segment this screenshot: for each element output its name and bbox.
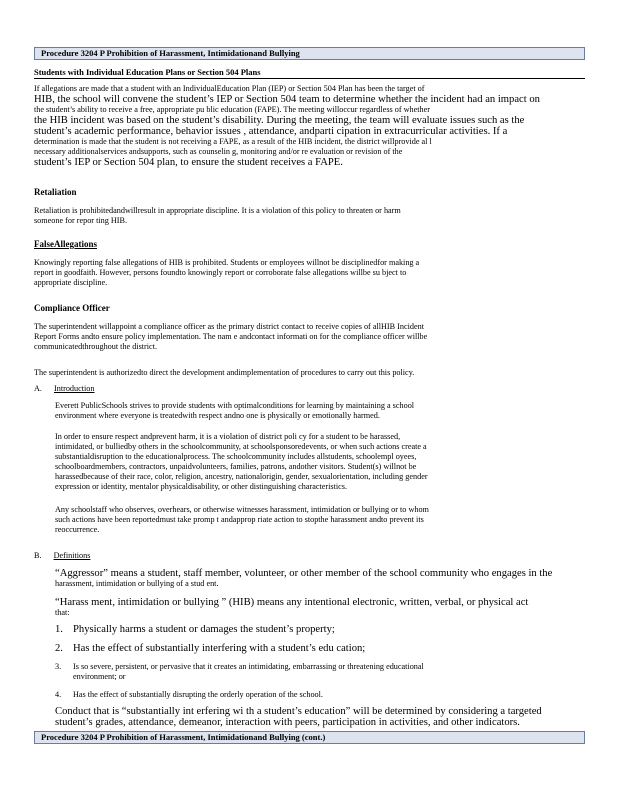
list-item-text: Has the effect of substantially disrupting the orderly operation of the school.	[73, 690, 323, 699]
text-line: Any schoolstaff who observes, overhears, or otherwise witnesses harassment, intimidation or bullying or to whom	[55, 505, 429, 514]
section-letter: B.	[34, 551, 42, 560]
students-iep-paragraph	[34, 84, 587, 168]
text-line: necessary additionalservices andsupports, such as counselin g, monitoring and/or re evaluation or revision of the	[34, 147, 403, 156]
definition-list-item	[55, 690, 585, 700]
hib-definition	[55, 597, 585, 618]
text-line: Retaliation is prohibitedandwillresult in appropriate discipline. It is a violation of this policy to threaten or harm	[34, 206, 401, 215]
introduction-paragraph-2	[55, 432, 585, 492]
section-b-heading	[34, 551, 90, 560]
text-line: reoccurrence.	[55, 525, 100, 534]
definition-list-item	[55, 672, 585, 682]
list-number: 4.	[55, 690, 62, 699]
procedure-footer-bar: Procedure 3204 P Prohibition of Harassment, Intimidationand Bullying (cont.)	[34, 731, 585, 744]
text-line: The superintendent willappoint a compliance officer as the primary district contact to receive copies of allHIB Incident	[34, 322, 424, 331]
text-line: communicatedthroughout the district.	[34, 342, 158, 351]
text-line: HIB, the school will convene the student’s IEP or Section 504 team to determine whether the incident had an impact on	[34, 94, 540, 105]
false-allegations-paragraph	[34, 258, 587, 288]
definition-list-item	[55, 643, 585, 655]
text-line: student’s IEP or Section 504 plan, to ensure the student receives a FAPE.	[34, 157, 343, 168]
definition-list-item	[55, 662, 585, 672]
text-line: student’s academic performance, behavior issues , attendance, andparti cipation in extracurricular activities. If a	[34, 126, 508, 137]
introduction-paragraph-3	[55, 505, 585, 535]
text-line: If allegations are made that a student with an IndividualEducation Plan (IEP) or Section 504 Plan has been the target of	[34, 84, 425, 93]
list-item-text: Has the effect of substantially interfering with a student’s edu cation;	[73, 643, 366, 654]
text-line: appropriate discipline.	[34, 278, 108, 287]
text-line: expression or identity, mentalor physicaldisability, or other distinguishing characteristics.	[55, 482, 348, 491]
text-line: Conduct that is “substantially int erfering wi th a student’s education” will be determined by considering a targeted	[55, 706, 542, 717]
section-title: Introduction	[54, 384, 95, 393]
procedure-header-bar: Procedure 3204 P Prohibition of Harassment, Intimidationand Bullying	[34, 47, 585, 60]
list-number: 1.	[55, 624, 63, 635]
text-line: someone for repor ting HIB.	[34, 216, 127, 225]
section-title: Definitions	[53, 551, 91, 560]
list-number: 2.	[55, 643, 63, 654]
false-allegations-heading: FalseAllegations	[34, 239, 97, 249]
text-line: Report Forms andto ensure policy implementation. The nam e andcontact informati on for the compliance officer willbe	[34, 332, 428, 341]
text-line: student’s grades, attendance, demeanor, interaction with peers, participation in activities, and other indicators.	[55, 717, 520, 728]
section-a-heading	[34, 384, 95, 393]
definition-list-item	[55, 624, 585, 636]
text-line: In order to ensure respect andprevent harm, it is a violation of district poli cy for a student to be harassed,	[55, 432, 401, 441]
compliance-authorization-paragraph: The superintendent is authorizedto direct the development andimplementation of procedures to carry out this policy.	[34, 368, 415, 377]
retaliation-paragraph	[34, 206, 587, 226]
aggressor-definition	[55, 568, 585, 589]
text-line: “Harass ment, intimidation or bullying ” (HIB) means any intentional electronic, written, verbal, or physical act	[55, 597, 529, 608]
text-line: schoolboardmembers, contractors, unpaidvolunteers, families, patrons, andother visitors. Student(s) willnot be	[55, 462, 417, 471]
text-line: determination is made that the student is not receiving a FAPE, as a result of the HIB incident, the district willprovide al l	[34, 137, 432, 146]
compliance-officer-paragraph	[34, 322, 587, 352]
text-line: harassment, intimidation or bullying of a stud ent.	[55, 579, 219, 588]
text-line: “Aggressor” means a student, staff member, volunteer, or other member of the school community who engages in the	[55, 568, 553, 579]
text-line: environment where everyone is treatedwith respect andno one is physically or emotionally harmed.	[55, 411, 380, 420]
text-line: that:	[55, 608, 70, 617]
text-line: report in goodfaith. However, persons foundto knowingly report or corroborate false allegations willbe su bject to	[34, 268, 407, 277]
substantial-interference-paragraph	[55, 706, 585, 728]
text-line: the student’s ability to receive a free, appropriate pu blic education (FAPE). The meeting willoccur regardless of whether	[34, 105, 430, 114]
introduction-paragraph-1	[55, 401, 585, 421]
list-item-text: Physically harms a student or damages the student’s property;	[73, 624, 335, 635]
section-letter: A.	[34, 384, 42, 393]
text-line: Knowingly reporting false allegations of HIB is prohibited. Students or employees willnot be disciplinedfor making a	[34, 258, 420, 267]
retaliation-heading: Retaliation	[34, 187, 77, 197]
list-item-text: environment; or	[73, 672, 126, 681]
text-line: Everett PublicSchools strives to provide students with optimalconditions for learning by maintaining a school	[55, 401, 415, 410]
text-line: substantialdisruption to the educationalprocess. The schoolcommunity includes allstudents, schoolempl oyees,	[55, 452, 417, 461]
list-number: 3.	[55, 662, 62, 671]
compliance-officer-heading: Compliance Officer	[34, 303, 110, 313]
text-line: harassedbecause of their race, color, religion, ancestry, nationalorigin, gender, sexualorientation, including gender	[55, 472, 428, 481]
text-line: intimidated, or bulliedby others in the schoolcommunity, at schoolsponsoredevents, or when such actions create a	[55, 442, 427, 451]
list-item-text: Is so severe, persistent, or pervasive that it creates an intimidating, embarrassing or threatening educational	[73, 662, 424, 671]
text-line: such actions have been reportedmust take promp t andapprop riate action to stopthe harassment andto prevent its	[55, 515, 424, 524]
text-line: the HIB incident was based on the student’s disability. During the meeting, the team will evaluate issues such as the	[34, 115, 525, 126]
students-iep-heading: Students with Individual Education Plans or Section 504 Plans	[34, 67, 585, 79]
